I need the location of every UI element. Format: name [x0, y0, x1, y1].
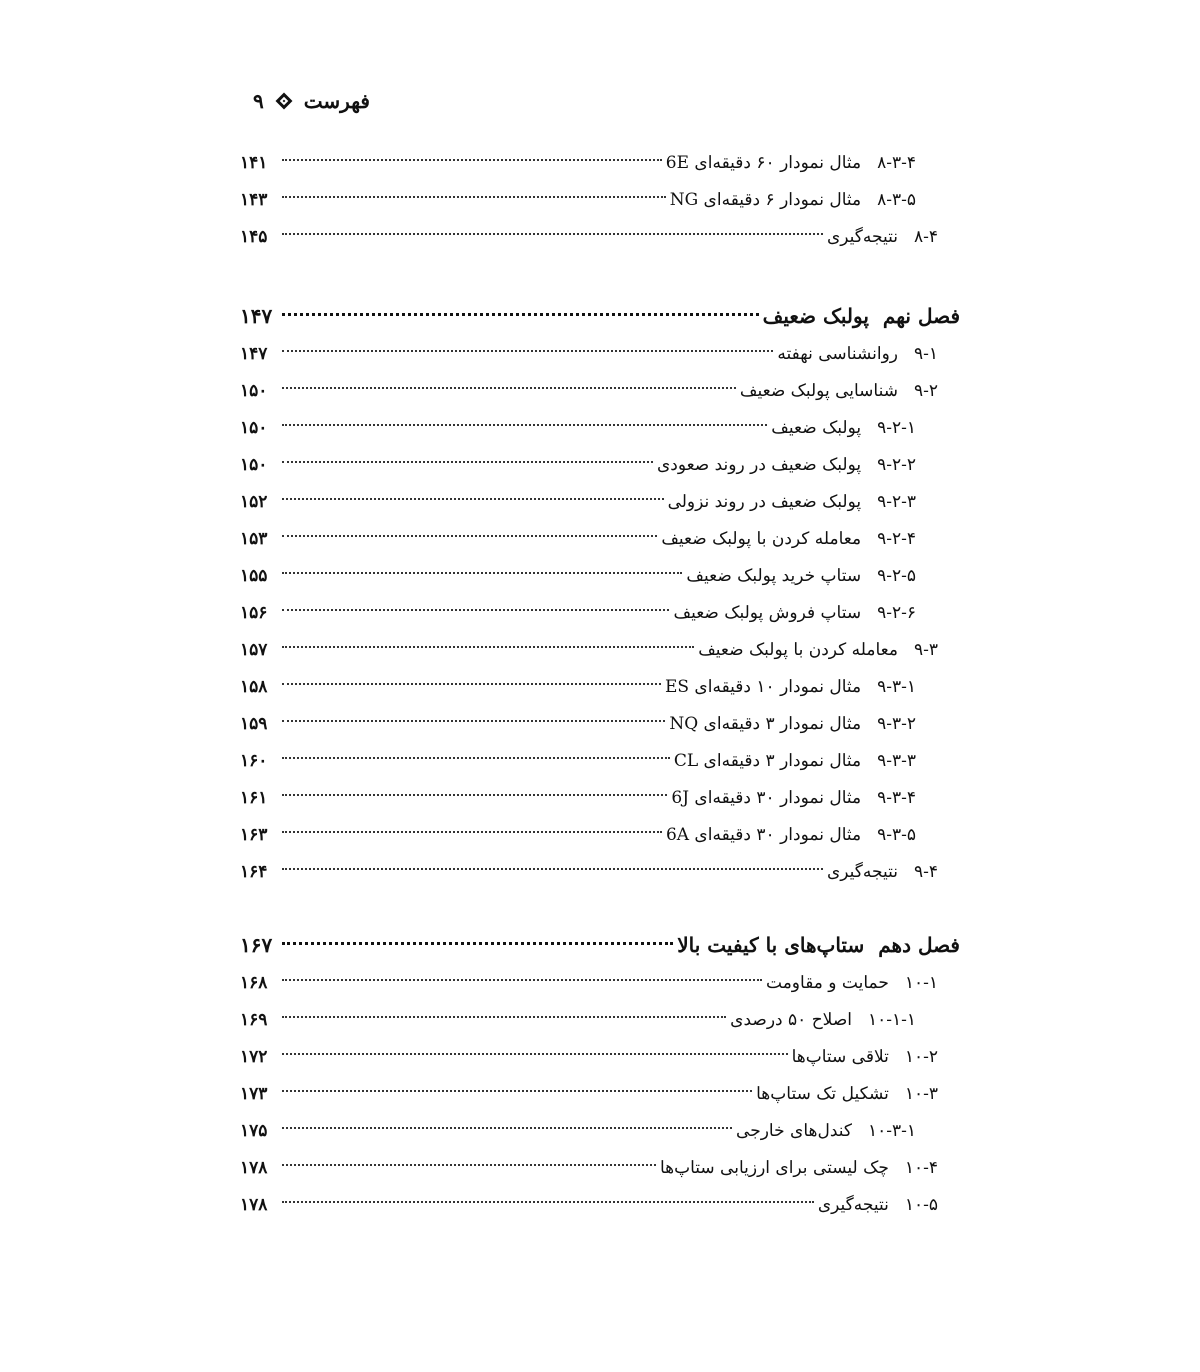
toc-entry[interactable]: ۱۰-۲ تلاقی ستاپ‌ها ۱۷۲	[240, 1047, 938, 1067]
chapter-heading[interactable]: فصل نهم پولبک ضعیف ۱۴۷	[240, 304, 960, 328]
toc-entry[interactable]: ۹-۳-۳ مثال نمودار ۳ دقیقه‌ای CL ۱۶۰	[240, 751, 916, 771]
toc-entry[interactable]: ۱۰-۵ نتیجه‌گیری ۱۷۸	[240, 1195, 938, 1215]
leader-dots	[282, 868, 823, 870]
leader-dots	[282, 313, 759, 316]
toc-entry[interactable]: ۹-۲-۶ ستاپ فروش پولبک ضعیف ۱۵۶	[240, 603, 916, 623]
leader-dots	[282, 572, 682, 574]
header-page-number: ۹	[253, 89, 264, 113]
leader-dots	[282, 461, 653, 463]
toc-entry[interactable]: ۹-۲-۱ پولبک ضعیف ۱۵۰	[240, 418, 916, 438]
leader-dots	[282, 233, 823, 235]
toc-entry[interactable]: ۹-۱ روانشناسی نهفته ۱۴۷	[240, 344, 938, 364]
leader-dots	[282, 498, 664, 500]
toc-entry[interactable]: ۹-۲-۵ ستاپ خرید پولبک ضعیف ۱۵۵	[240, 566, 916, 586]
toc-entry[interactable]: ۹-۲-۳ پولبک ضعیف در روند نزولی ۱۵۲	[240, 492, 916, 512]
toc-block-chapter10	[240, 925, 960, 1224]
toc-block-chapter9	[240, 296, 960, 891]
toc-entry[interactable]: ۹-۲-۲ پولبک ضعیف در روند صعودی ۱۵۰	[240, 455, 916, 475]
leader-dots	[282, 609, 669, 611]
toc-entry[interactable]: ۱۰-۱ حمایت و مقاومت ۱۶۸	[240, 973, 938, 993]
page-header	[230, 84, 370, 118]
leader-dots	[282, 535, 657, 537]
leader-dots	[282, 1164, 656, 1166]
toc-entry[interactable]: ۹-۴ نتیجه‌گیری ۱۶۴	[240, 862, 938, 882]
leader-dots	[282, 646, 694, 648]
toc-entry[interactable]: ۱۰-۳-۱ کندل‌های خارجی ۱۷۵	[240, 1121, 916, 1141]
toc-entry[interactable]: ۸-۳-۴ مثال نمودار ۶۰ دقیقه‌ای 6E ۱۴۱	[240, 153, 916, 173]
toc-entry[interactable]: ۹-۳-۵ مثال نمودار ۳۰ دقیقه‌ای 6A ۱۶۳	[240, 825, 916, 845]
leader-dots	[282, 1201, 814, 1203]
leader-dots	[282, 683, 661, 685]
leader-dots	[282, 757, 670, 759]
leader-dots	[282, 794, 667, 796]
toc-entry[interactable]: ۹-۳-۱ مثال نمودار ۱۰ دقیقه‌ای ES ۱۵۸	[240, 677, 916, 697]
leader-dots	[282, 1127, 732, 1129]
toc-entry[interactable]: ۱۰-۱-۱ اصلاح ۵۰ درصدی ۱۶۹	[240, 1010, 916, 1030]
toc-block-chapter8-end	[240, 145, 960, 256]
diamond-ornament-icon	[275, 93, 292, 110]
toc-entry[interactable]: ۹-۳-۲ مثال نمودار ۳ دقیقه‌ای NQ ۱۵۹	[240, 714, 916, 734]
chapter-heading[interactable]: فصل دهم ستاپ‌های با کیفیت بالا ۱۶۷	[240, 933, 960, 957]
leader-dots	[282, 979, 762, 981]
leader-dots	[282, 196, 666, 198]
toc-entry[interactable]: ۹-۲ شناسایی پولبک ضعیف ۱۵۰	[240, 381, 938, 401]
leader-dots	[282, 1090, 752, 1092]
leader-dots	[282, 350, 773, 352]
leader-dots	[282, 942, 673, 945]
toc-entry[interactable]: ۸-۳-۵ مثال نمودار ۶ دقیقه‌ای NG ۱۴۳	[240, 190, 916, 210]
toc-entry[interactable]: ۹-۳ معامله کردن با پولبک ضعیف ۱۵۷	[240, 640, 938, 660]
header-title: فهرست	[303, 89, 370, 113]
toc-entry[interactable]: ۹-۳-۴ مثال نمودار ۳۰ دقیقه‌ای 6J ۱۶۱	[240, 788, 916, 808]
leader-dots	[282, 424, 767, 426]
toc-entry[interactable]: ۱۰-۴ چک لیستی برای ارزیابی ستاپ‌ها ۱۷۸	[240, 1158, 938, 1178]
leader-dots	[282, 159, 662, 161]
leader-dots	[282, 387, 736, 389]
leader-dots	[282, 720, 665, 722]
leader-dots	[282, 831, 662, 833]
toc-entry[interactable]: ۱۰-۳ تشکیل تک ستاپ‌ها ۱۷۳	[240, 1084, 938, 1104]
toc-entry[interactable]: ۸-۴ نتیجه‌گیری ۱۴۵	[240, 227, 938, 247]
leader-dots	[282, 1053, 788, 1055]
leader-dots	[282, 1016, 726, 1018]
toc-entry[interactable]: ۹-۲-۴ معامله کردن با پولبک ضعیف ۱۵۳	[240, 529, 916, 549]
